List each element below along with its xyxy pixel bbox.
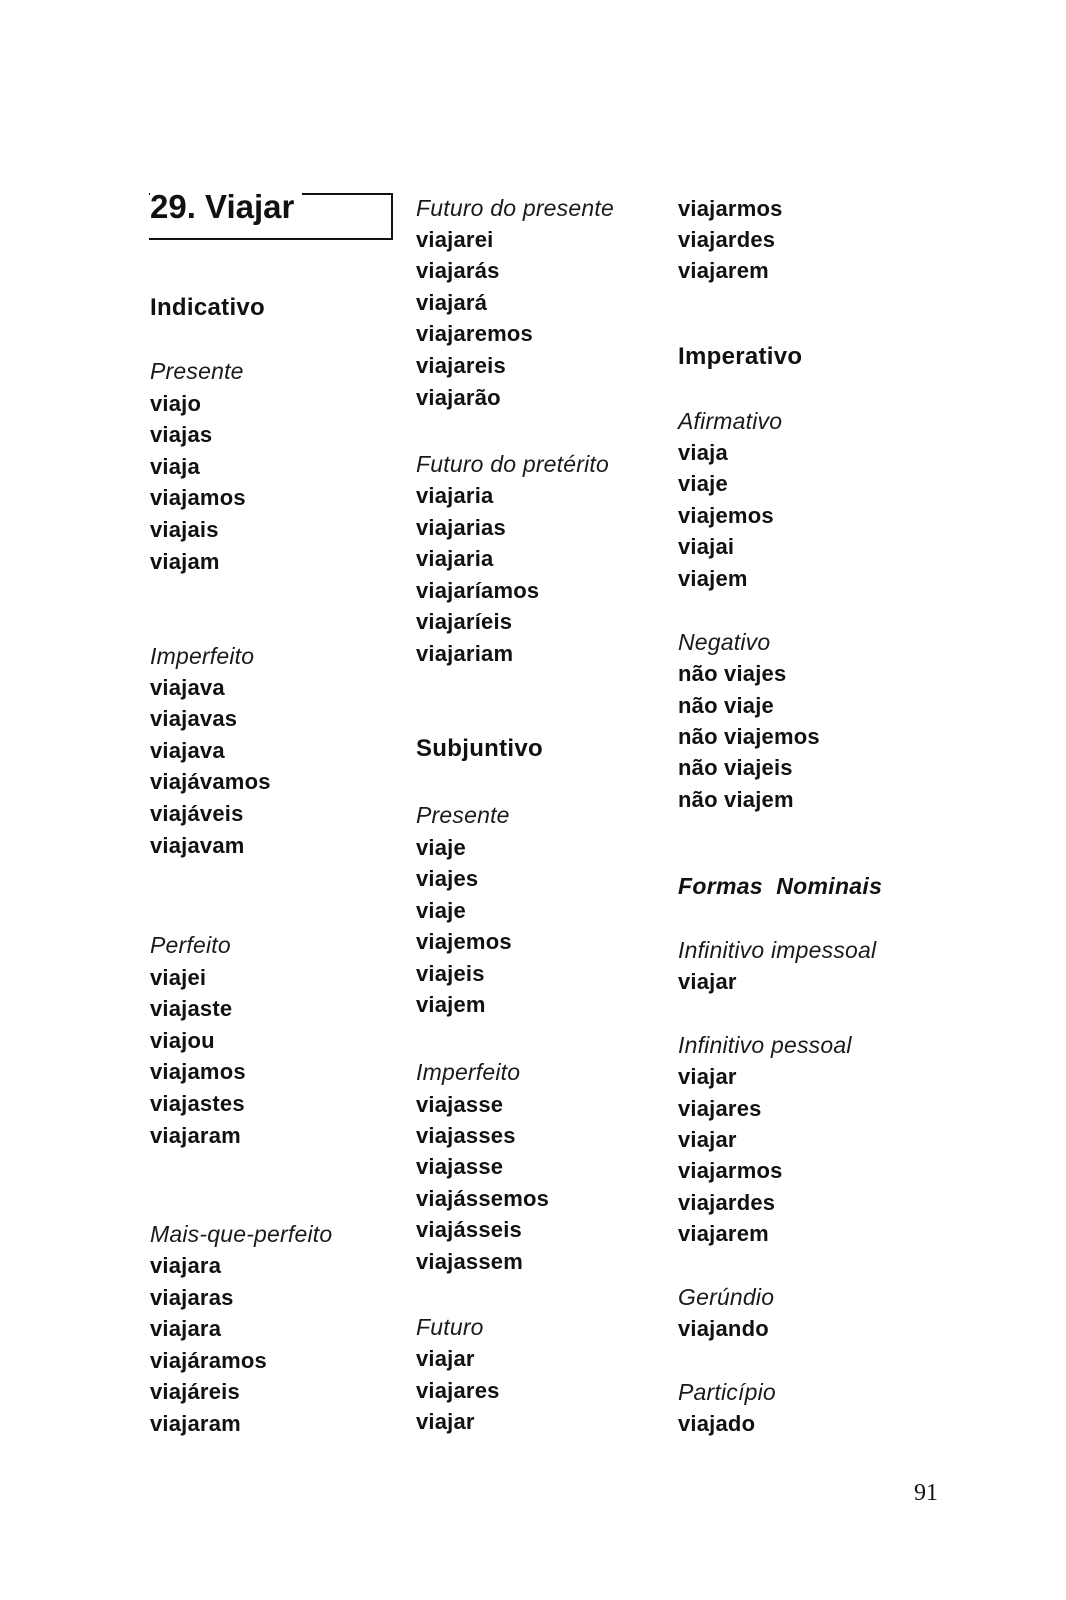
conjugation-form: viajo: [150, 391, 202, 416]
conjugation-form: não viaje: [678, 693, 774, 718]
conjugation-form: viajem: [678, 566, 748, 591]
tense-label-futuro-do-presente: Futuro do presente: [416, 195, 614, 221]
conjugation-form: viajava: [150, 738, 225, 763]
conjugation-form: viajávamos: [150, 769, 271, 794]
conjugation-form: viajasse: [416, 1154, 504, 1179]
conjugation-form: viajáreis: [150, 1379, 240, 1404]
tense-label-negativo: Negativo: [678, 629, 771, 655]
conjugation-form: viajáveis: [150, 801, 244, 826]
conjugation-form: viaja: [150, 454, 200, 479]
conjugation-form: viajaras: [150, 1285, 234, 1310]
conjugation-form: viajará: [416, 290, 488, 315]
conjugation-form: viajou: [150, 1028, 215, 1053]
conjugation-form: viajareis: [416, 353, 506, 378]
conjugation-form: viajaríamos: [416, 578, 540, 603]
conjugation-form: viajarmos: [678, 196, 783, 221]
conjugation-form: viajaste: [150, 996, 233, 1021]
conjugation-form: viajando: [678, 1316, 769, 1341]
conjugation-form: viajavam: [150, 833, 245, 858]
tense-label-imperfeito: Imperfeito: [416, 1059, 521, 1085]
conjugation-form: viajara: [150, 1253, 222, 1278]
conjugation-form: viajar: [678, 1127, 737, 1152]
conjugation-form: viajássemos: [416, 1186, 550, 1211]
conjugation-form: viajarei: [416, 227, 494, 252]
conjugation-form: viajastes: [150, 1091, 245, 1116]
conjugation-form: não viajes: [678, 661, 787, 686]
conjugation-form: viaje: [416, 835, 466, 860]
conjugation-form: viajarem: [678, 258, 769, 283]
conjugation-form: viajardes: [678, 1190, 776, 1215]
conjugation-form: viajaria: [416, 546, 494, 571]
conjugation-form: viajemos: [416, 929, 512, 954]
conjugation-form: viajamos: [150, 485, 246, 510]
conjugation-form: viajarão: [416, 385, 501, 410]
conjugation-form: viaje: [416, 898, 466, 923]
section-heading-indicativo: Indicativo: [150, 294, 266, 321]
conjugation-form: viajassem: [416, 1249, 523, 1274]
conjugation-form: viajemos: [678, 503, 774, 528]
conjugation-form: viajara: [150, 1316, 222, 1341]
tense-label-afirmativo: Afirmativo: [678, 408, 783, 434]
conjugation-form: viajeis: [416, 961, 485, 986]
conjugation-form: não viajem: [678, 787, 794, 812]
section-heading-imperativo: Imperativo: [678, 343, 803, 370]
conjugation-form: viajar: [678, 1064, 737, 1089]
tense-label-gerundio: Gerúndio: [678, 1284, 775, 1310]
conjugation-form: viajar: [678, 969, 737, 994]
conjugation-form: viaja: [678, 440, 728, 465]
conjugation-form: viajarmos: [678, 1158, 783, 1183]
conjugation-form: não viajemos: [678, 724, 820, 749]
conjugation-form: viajam: [150, 549, 220, 574]
conjugation-form: viajei: [150, 965, 207, 990]
conjugation-form: viajaram: [150, 1411, 241, 1436]
conjugation-form: viajasses: [416, 1123, 516, 1148]
conjugation-form: viajar: [416, 1346, 475, 1371]
conjugation-form: viajarem: [678, 1221, 769, 1246]
section-heading-subjuntivo: Subjuntivo: [416, 735, 543, 762]
conjugation-form: viajais: [150, 517, 219, 542]
conjugation-form: não viajeis: [678, 755, 793, 780]
conjugation-form: viajaria: [416, 483, 494, 508]
conjugation-form: viajavas: [150, 706, 238, 731]
conjugation-form: viajes: [416, 866, 479, 891]
conjugation-form: viaje: [678, 471, 728, 496]
tense-label-infinitivo-pessoal: Infinitivo pessoal: [678, 1032, 852, 1058]
tense-label-infinitivo-impessoal: Infinitivo impessoal: [678, 937, 877, 963]
conjugation-form: viajariam: [416, 641, 514, 666]
conjugation-form: viajasse: [416, 1092, 504, 1117]
tense-label-participio: Particípio: [678, 1379, 776, 1405]
tense-label-perfeito: Perfeito: [150, 932, 231, 958]
conjugation-form: viajamos: [150, 1059, 246, 1084]
tense-label-presente: Presente: [416, 802, 510, 828]
conjugation-form: viajáramos: [150, 1348, 267, 1373]
page-title: 29. Viajar: [150, 187, 302, 227]
conjugation-form: viajaram: [150, 1123, 241, 1148]
tense-label-presente: Presente: [150, 358, 244, 384]
conjugation-form: viajai: [678, 534, 735, 559]
conjugation-form: viajares: [416, 1378, 500, 1403]
conjugation-form: viajares: [678, 1096, 762, 1121]
conjugation-form: viajaríeis: [416, 609, 513, 634]
section-heading-formas-nominais: Formas Nominais: [678, 873, 883, 899]
conjugation-form: viajar: [416, 1409, 475, 1434]
conjugation-form: viajava: [150, 675, 225, 700]
conjugation-form: viajarias: [416, 515, 506, 540]
tense-label-mais-que-perfeito: Mais-que-perfeito: [150, 1221, 333, 1247]
conjugation-form: viajas: [150, 422, 213, 447]
tense-label-futuro-do-preterito: Futuro do pretérito: [416, 451, 610, 477]
conjugation-form: viajardes: [678, 227, 776, 252]
conjugation-form: viajarás: [416, 258, 500, 283]
tense-label-imperfeito: Imperfeito: [150, 643, 255, 669]
conjugation-form: viajado: [678, 1411, 756, 1436]
conjugation-form: viajaremos: [416, 321, 533, 346]
conjugation-form: viajem: [416, 992, 486, 1017]
page-number: 91: [914, 1480, 938, 1506]
tense-label-futuro: Futuro: [416, 1314, 484, 1340]
conjugation-form: viajásseis: [416, 1217, 522, 1242]
